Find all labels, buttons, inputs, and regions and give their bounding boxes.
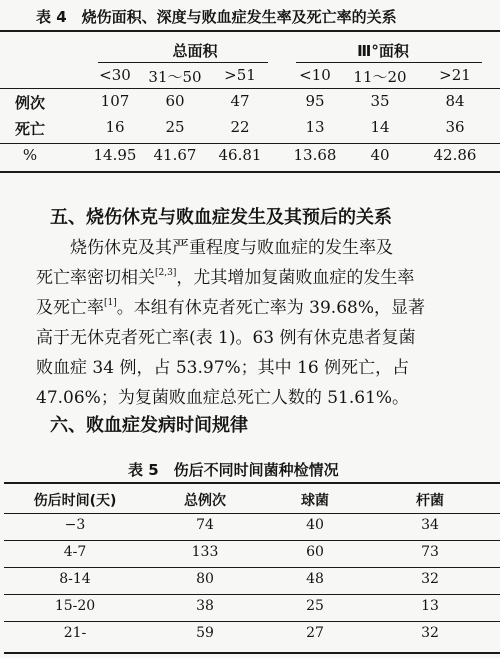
table5-cell: 8-14 <box>59 571 91 587</box>
section6-heading: 六、败血症发病时间规律 <box>50 415 248 436</box>
table5-header: 杆菌 <box>416 493 444 509</box>
table5-cell: 32 <box>421 571 439 587</box>
table4-cell: 60 <box>165 92 185 110</box>
table5-cell: 27 <box>306 625 324 641</box>
section5-line: 烧伤休克及其严重程度与败血症的发生率及 <box>70 238 393 258</box>
table4-caption: 表 4 烧伤面积、深度与败血症发生率及死亡率的关系 <box>36 8 397 26</box>
table5-cell: 60 <box>306 544 324 560</box>
table4-row-label: % <box>22 146 38 164</box>
table5-row-rule <box>4 540 500 541</box>
table4-cell: 95 <box>305 92 325 110</box>
table5-top-rule <box>4 482 500 484</box>
table5-cell: 48 <box>306 571 324 587</box>
table4-col-header: <30 <box>99 66 131 84</box>
table4-body-rule <box>0 143 500 144</box>
table4-group-third-degree-area: Ⅲ°面积 <box>357 42 409 60</box>
table4-cell: 35 <box>370 92 390 110</box>
citation-ref: [1] <box>104 298 117 308</box>
table4-cell: 25 <box>165 118 185 136</box>
table4-col-header: 31～50 <box>148 68 202 86</box>
table4-group-total-area: 总面积 <box>172 42 218 60</box>
table4-cell: 13.68 <box>293 146 337 164</box>
section5-line: 47.06%；为复菌败血症总死亡人数的 51.61%。 <box>36 388 410 408</box>
table5-header: 总例次 <box>184 493 226 509</box>
table5-cell: −3 <box>64 517 86 533</box>
table4-cell: 16 <box>105 118 125 136</box>
table4-row-label: 死亡 <box>14 120 45 138</box>
section5-text: ，尤其增加复菌败血症的发生率 <box>176 268 415 288</box>
table5-cell: 59 <box>196 625 214 641</box>
table5-cell: 15-20 <box>54 598 96 614</box>
table5-cell: 25 <box>306 598 324 614</box>
table5-header: 伤后时间(天) <box>33 493 117 509</box>
section5-text: 死亡率密切相关 <box>36 268 155 288</box>
table4-col-header: <10 <box>299 66 331 84</box>
table4-cell: 22 <box>230 118 250 136</box>
table5-cell: 32 <box>421 625 439 641</box>
section5-line <box>36 293 466 323</box>
table4-col-header: >21 <box>439 66 471 84</box>
table5-cell: 73 <box>421 544 439 560</box>
table5-cell: 13 <box>421 598 439 614</box>
table5-cell: 80 <box>196 571 214 587</box>
section5-line: 高于无休克者死亡率(表 1)。63 例有休克患者复菌 <box>36 328 416 348</box>
table4-top-rule <box>0 30 500 32</box>
table5-row-rule <box>4 594 500 595</box>
table4-cell: 84 <box>445 92 465 110</box>
table4-col-header: 11～20 <box>353 68 407 86</box>
table4-cell: 42.86 <box>433 146 477 164</box>
table4-cell: 47 <box>230 92 250 110</box>
section5-text: 。本组有休克者死亡率为 39.68%，显著 <box>116 298 425 318</box>
table4-header-rule <box>0 88 500 89</box>
table5-cell: 4-7 <box>63 544 87 560</box>
table4-group2-underline <box>296 62 482 63</box>
section5-heading: 五、烧伤休克与败血症发生及其预后的关系 <box>50 207 392 228</box>
table5-cell: 74 <box>196 517 214 533</box>
table4-cell: 14.95 <box>93 146 137 164</box>
section5-line: 败血症 34 例，占 53.97%；其中 16 例死亡，占 <box>36 358 410 378</box>
table5-cell: 133 <box>191 544 219 560</box>
table4-row-label: 例次 <box>14 94 45 112</box>
table4-bottom-rule <box>0 171 500 173</box>
citation-ref: [2,3] <box>155 268 177 278</box>
table5-cell: 40 <box>306 517 324 533</box>
table5-cell: 38 <box>196 598 214 614</box>
table5-caption: 表 5 伤后不同时间菌种检情况 <box>128 461 339 479</box>
section5-line <box>36 263 466 293</box>
table5-cell: 34 <box>421 517 439 533</box>
table5-header-rule <box>4 513 500 514</box>
table5-cell: 21- <box>63 625 87 641</box>
table5-row-rule <box>4 567 500 568</box>
table4-cell: 40 <box>370 146 390 164</box>
table4-cell: 14 <box>370 118 390 136</box>
table5-header: 球菌 <box>301 493 329 509</box>
table4-col-header: >51 <box>224 66 256 84</box>
table5-row-rule <box>4 621 500 622</box>
table4-group1-underline <box>98 62 268 63</box>
table4-cell: 13 <box>305 118 325 136</box>
section5-text: 及死亡率 <box>36 298 104 318</box>
table4-cell: 41.67 <box>153 146 197 164</box>
table4-cell: 46.81 <box>218 146 262 164</box>
table4-cell: 107 <box>100 92 130 110</box>
table5-bottom-rule <box>4 652 500 654</box>
table4-cell: 36 <box>445 118 465 136</box>
section5-paragraph <box>36 233 466 413</box>
